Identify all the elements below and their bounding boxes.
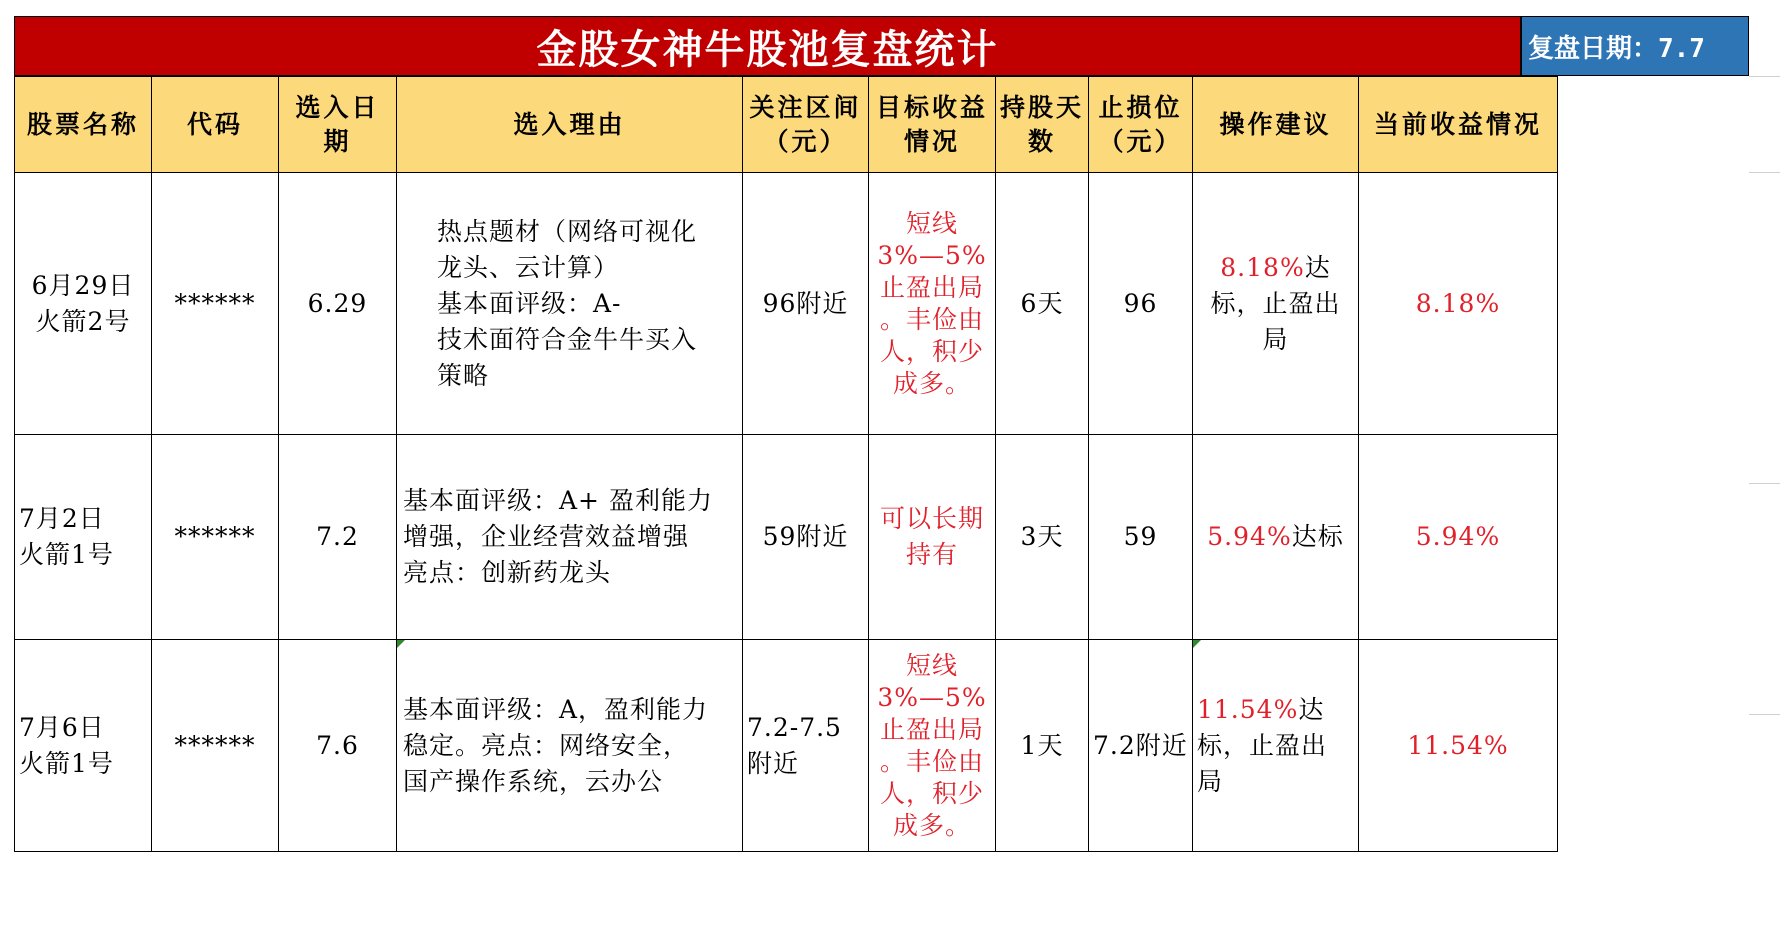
reason-cell[interactable] [397,640,743,852]
range-cell[interactable]: 96附近 [743,173,869,435]
days-cell[interactable]: 6天 [996,173,1089,435]
advice-percent: 5.94% [1207,522,1292,551]
reason-line: 稳定。亮点：网络安全， [403,730,690,760]
stop-cell[interactable]: 7.2附近 [1089,640,1193,852]
target-line: 短线 [905,208,958,238]
reason-line: 龙头、云计算） [437,252,620,282]
title-row [14,16,1749,76]
reason-cell[interactable] [397,435,743,640]
advice-line: 局 [1262,324,1289,354]
advice-cell[interactable] [1193,640,1359,852]
reason-line: 基本面评级：A+ 盈利能力 [403,486,713,515]
advice-line [1197,250,1354,286]
stock-name-cell[interactable] [15,640,152,852]
table-row [15,435,1558,640]
reason-line: 热点题材（网络可视化 [437,216,698,246]
gain-cell[interactable]: 8.18% [1359,173,1558,435]
advice-line: 标，止盈出 [1197,730,1328,760]
reason-line: 技术面符合金牛牛买入 [437,324,698,354]
stock-name-line: 7月2日 [19,504,105,533]
header-stop[interactable]: 止损位（元） [1089,77,1193,173]
header-days[interactable]: 持股天数 [996,77,1089,173]
stock-name-line: 6月29日 [31,270,135,300]
reason-line: 策略 [437,360,490,390]
header-reason[interactable]: 选入理由 [397,77,743,173]
target-line: 持有 [905,540,958,569]
reason-line: 基本面评级：A，盈利能力 [403,694,709,724]
target-cell[interactable] [869,173,996,435]
range-line: 7.2-7.5 [747,712,842,742]
advice-text: 达标 [1291,522,1344,551]
advice-line: 局 [1197,766,1224,796]
target-line: 3%—5% [877,682,987,712]
stock-name-cell[interactable] [15,173,152,435]
code-cell[interactable]: ****** [152,640,279,852]
target-line: 人，积少 [879,778,984,808]
target-line: 人，积少 [879,336,984,366]
stock-name-line: 火箭1号 [19,748,114,778]
code-cell[interactable]: ****** [152,173,279,435]
advice-percent: 11.54% [1197,694,1299,724]
target-line: 成多。 [892,368,971,398]
date-cell[interactable]: 7.2 [279,435,397,640]
advice-text: 达 [1304,252,1331,282]
advice-cell[interactable] [1193,435,1359,640]
table-row [15,640,1558,852]
table-row [15,173,1558,435]
advice-cell[interactable] [1193,173,1359,435]
header-row [15,77,1558,173]
target-cell[interactable] [869,435,996,640]
sheet-gridline [1749,714,1780,715]
stop-cell[interactable]: 96 [1089,173,1193,435]
range-cell[interactable]: 59附近 [743,435,869,640]
target-line: 止盈出局 [879,272,984,302]
target-line: 成多。 [892,810,971,840]
gain-cell[interactable]: 5.94% [1359,435,1558,640]
target-cell[interactable] [869,640,996,852]
reason-line: 增强，企业经营效益增强 [403,522,690,551]
advice-line [1197,692,1354,728]
stock-name-line: 火箭1号 [19,540,114,569]
range-cell[interactable] [743,640,869,852]
header-range[interactable]: 关注区间（元） [743,77,869,173]
target-line: 止盈出局 [879,714,984,744]
reason-line: 亮点：创新药龙头 [403,558,612,587]
days-cell[interactable]: 1天 [996,640,1089,852]
stock-name-cell[interactable] [15,435,152,640]
target-line: 。丰俭由 [879,746,984,776]
reason-line: 基本面评级：A- [437,288,622,318]
code-cell[interactable]: ****** [152,435,279,640]
advice-line: 标，止盈出 [1210,288,1341,318]
reason-line: 国产操作系统，云办公 [403,766,664,796]
header-select-date[interactable]: 选入日期 [279,77,397,173]
header-code[interactable]: 代码 [152,77,279,173]
sheet-gridline [1749,172,1780,173]
sheet-gridline [1749,483,1780,484]
header-advice[interactable]: 操作建议 [1193,77,1359,173]
target-line: 短线 [905,650,958,680]
range-line: 附近 [747,748,800,778]
review-date-cell[interactable]: 复盘日期：7.7 [1521,16,1749,76]
stock-name-line: 7月6日 [19,712,105,742]
target-line: 3%—5% [877,240,987,270]
advice-percent: 8.18% [1220,252,1305,282]
stock-name-line: 火箭2号 [35,306,131,336]
date-cell[interactable]: 6.29 [279,173,397,435]
date-cell[interactable]: 7.6 [279,640,397,852]
gain-cell[interactable]: 11.54% [1359,640,1558,852]
stop-cell[interactable]: 59 [1089,435,1193,640]
header-target[interactable]: 目标收益情况 [869,77,996,173]
sheet-gridline [1749,76,1780,77]
header-stock-name[interactable]: 股票名称 [15,77,152,173]
target-line: 。丰俭由 [879,304,984,334]
advice-text: 达 [1298,694,1325,724]
target-line: 可以长期 [879,504,984,533]
days-cell[interactable]: 3天 [996,435,1089,640]
sheet-title[interactable]: 金股女神牛股池复盘统计 [14,16,1521,76]
reason-cell[interactable] [397,173,743,435]
header-gain[interactable]: 当前收益情况 [1359,77,1558,173]
stock-table [14,76,1558,852]
